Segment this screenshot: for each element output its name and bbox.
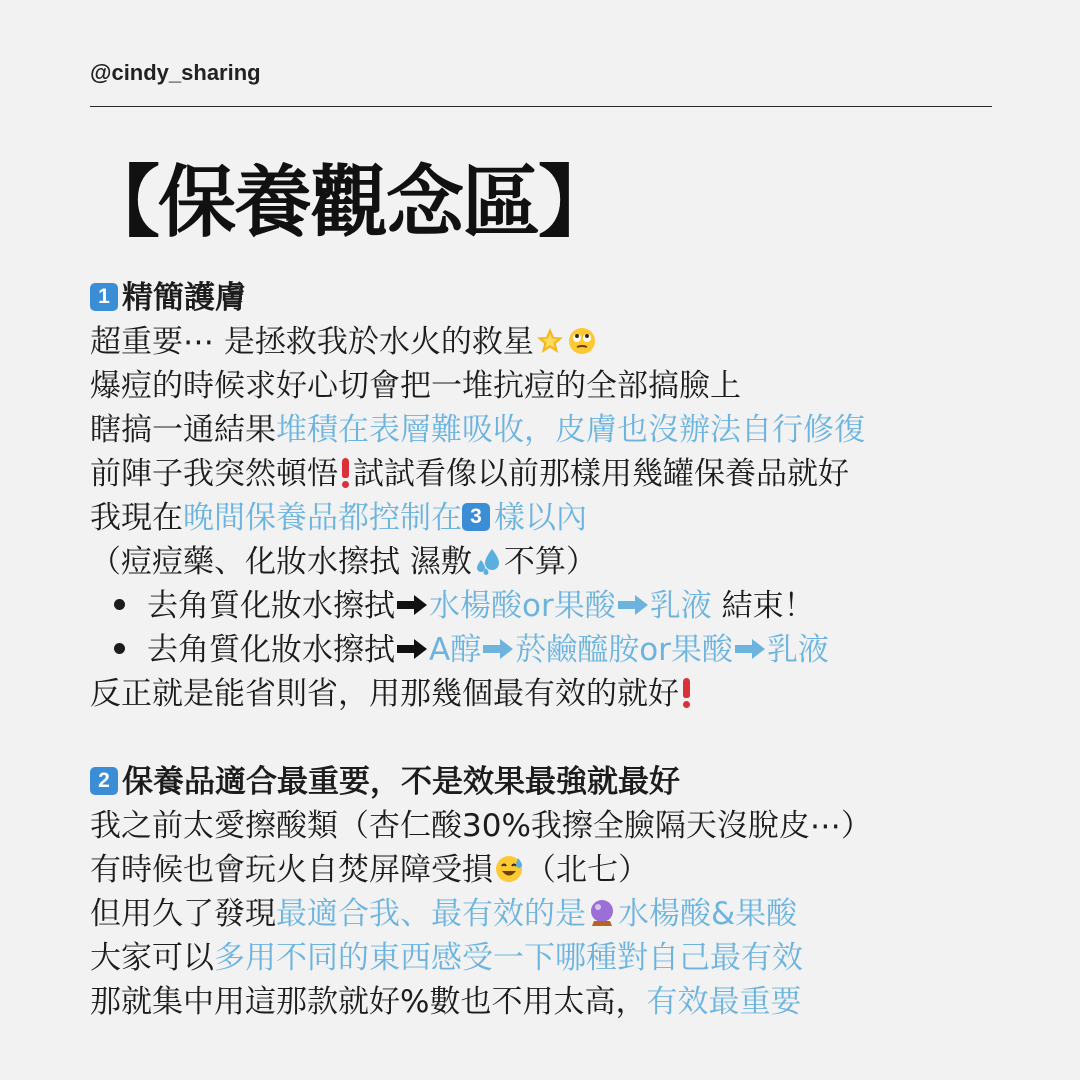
- red-exclamation-icon: [342, 458, 349, 488]
- right-arrow-icon: [618, 595, 648, 615]
- section-1-line-2: 爆痘的時候求好心切會把一堆抗痘的全部搞臉上: [90, 368, 741, 404]
- grinning-face-with-sweat-icon: [494, 854, 524, 884]
- right-arrow-icon: [735, 639, 765, 659]
- right-arrow-icon: [397, 639, 427, 659]
- section-1-line-4: 前陣子我突然頓悟 試試看像以前那樣用幾罐保養品就好: [90, 456, 849, 492]
- section-spacer: [90, 716, 1050, 760]
- list-item: 去角質化妝水擦拭 水楊酸or果酸 乳液 結束！: [90, 584, 1050, 628]
- keycap-three-icon: 3: [462, 503, 490, 531]
- content-body: [90, 276, 1050, 1024]
- list-item: 去角質化妝水擦拭 A醇 菸鹼醯胺or果酸 乳液: [90, 628, 1050, 672]
- bullet-dot: [114, 643, 125, 654]
- section-2-heading: 2 保養品適合最重要，不是效果最強就最好: [90, 760, 1050, 804]
- section-2-line-4: 大家可以多用不同的東西感受一下哪種對自己最有效: [90, 940, 803, 976]
- section-2-line-2: 有時候也會玩火自焚屏障受損 （北七）: [90, 852, 649, 888]
- right-arrow-icon: [397, 595, 427, 615]
- section-1-line-1: 超重要⋯ 是拯救我於水火的救星: [90, 320, 1050, 364]
- sweat-droplets-icon: [473, 546, 503, 576]
- section-1-line-7: 反正就是能省則省，用那幾個最有效的就好: [90, 672, 1050, 716]
- keycap-two-icon: 2: [90, 767, 118, 795]
- header-divider: [90, 106, 992, 107]
- glowing-star-icon: [535, 326, 565, 356]
- bullet-dot: [114, 599, 125, 610]
- keycap-one-icon: 1: [90, 283, 118, 311]
- section-2-line-1: 我之前太愛擦酸類（杏仁酸30%我擦全臉隔天沒脫皮⋯）: [90, 808, 872, 844]
- page-title: 【保養觀念區】: [82, 158, 615, 248]
- section-1-line-3: 瞎搞一通結果堆積在表層難吸收，皮膚也沒辦法自行修復: [90, 412, 865, 448]
- right-arrow-icon: [483, 639, 513, 659]
- section-1-heading: 1 精簡護膚: [90, 276, 1050, 320]
- section-1-line-6: （痘痘藥、化妝水擦拭 濕敷 不算）: [90, 544, 597, 580]
- crystal-ball-icon: [587, 898, 617, 928]
- red-exclamation-icon: [683, 678, 690, 708]
- section-1-line-5: 我現在晚間保養品都控制在 3 樣以內: [90, 500, 587, 536]
- account-handle: @cindy_sharing: [90, 60, 261, 85]
- section-2-line-5: 那就集中用這那款就好%數也不用太高，有效最重要: [90, 984, 802, 1020]
- face-with-rolling-eyes-icon: [567, 326, 597, 356]
- section-2-line-3: 但用久了發現最適合我、最有效的是 水楊酸&果酸: [90, 896, 798, 932]
